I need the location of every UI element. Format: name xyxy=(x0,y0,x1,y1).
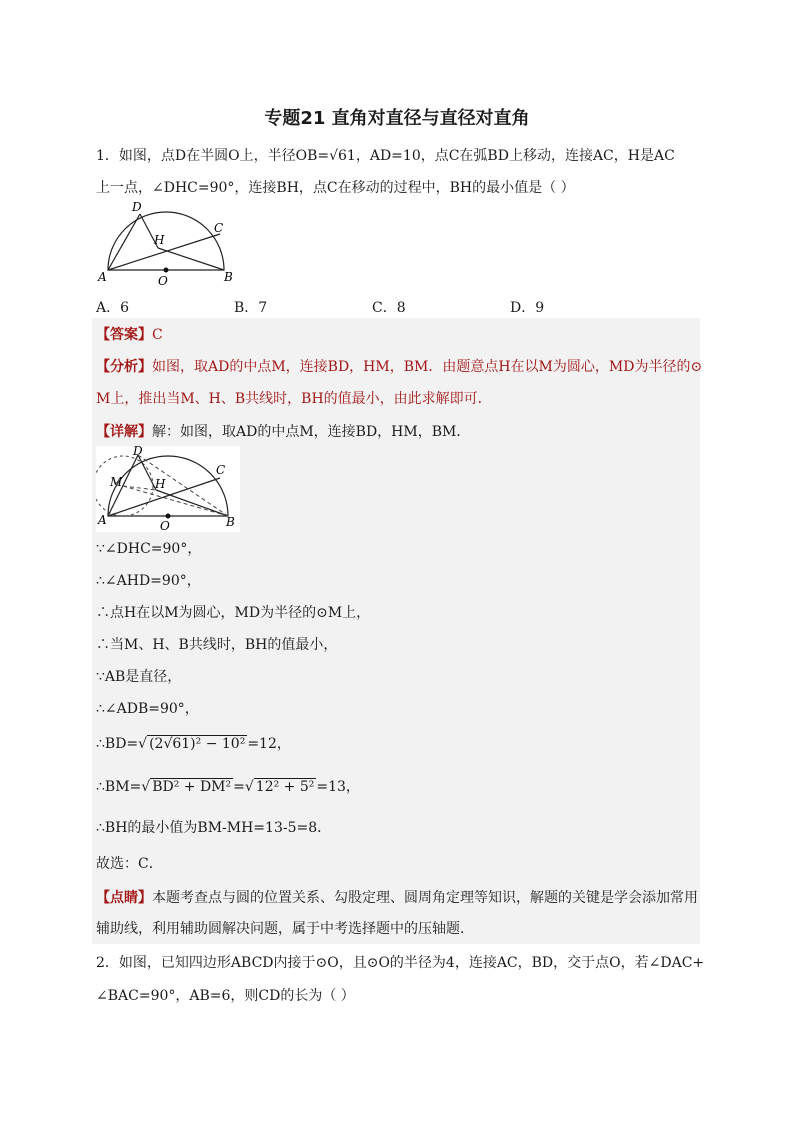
bd-radical: (2√61)² − 10² xyxy=(149,736,246,752)
fig1-label-c: C xyxy=(214,221,224,235)
step-4: ∴当M、H、B共线时，BH的值最小， xyxy=(96,637,338,653)
solution-block xyxy=(92,318,703,944)
page-title: 专题21 直角对直径与直径对直角 xyxy=(264,108,530,129)
fig2-label-m: M xyxy=(110,475,123,489)
q2-line-1: 2．如图，已知四边形ABCD内接于⊙O，且⊙O的半径为4，连接AC，BD，交于点O，若∠DAC+ xyxy=(96,955,705,971)
step-2: ∴∠AHD=90°， xyxy=(96,573,201,589)
choose-line: 故选：C． xyxy=(96,856,163,872)
answer-tag: 【答案】 xyxy=(96,327,152,343)
bm-radical-2: 12² + 5² xyxy=(255,779,315,795)
detail-intro: 解：如图，取AD的中点M，连接BD，HM，BM． xyxy=(152,424,471,440)
fig2-label-b: B xyxy=(226,515,235,529)
q1-line-2: 上一点，∠DHC=90°，连接BH，点C在移动的过程中，BH的最小值是（ ） xyxy=(96,180,575,196)
comment-line-2: 辅助线，利用辅助圆解决问题，属于中考选择题中的压轴题． xyxy=(96,921,474,937)
bd-formula: ∴BD=√ (2√61)² − 10² =12， xyxy=(96,736,291,752)
step-1: ∵∠DHC=90°， xyxy=(96,541,202,557)
fig1-label-a: A xyxy=(98,270,107,284)
answer-line xyxy=(96,324,163,346)
fig1-label-h: H xyxy=(154,233,165,247)
analysis-line-2: M上，推出当M、H、B共线时，BH的值最小，由此求解即可． xyxy=(96,391,492,407)
step-6: ∴∠ADB=90°， xyxy=(96,701,199,717)
fig1-label-d: D xyxy=(132,200,142,214)
analysis-line-1 xyxy=(96,356,702,378)
bm-formula: ∴BM=√ BD² + DM² =√ 12² + 5² =13， xyxy=(96,779,360,795)
fig2-label-d: D xyxy=(133,446,143,458)
step-3: ∴点H在以M为圆心，MD为半径的⊙M上， xyxy=(96,605,371,621)
analysis-tag: 【分析】 xyxy=(96,359,152,375)
q1-figure xyxy=(96,198,241,290)
option-d: D．9 xyxy=(510,300,545,316)
q1-line-1: 1．如图，点D在半圆O上，半径OB=√61，AD=10，点C在弧BD上移动，连接AC，H是AC xyxy=(96,148,675,164)
comment-line-1 xyxy=(96,887,698,909)
solution-figure xyxy=(96,446,240,532)
bm-mid: = xyxy=(233,779,245,795)
option-b: B．7 xyxy=(234,300,268,316)
bm-right: =13， xyxy=(316,779,360,795)
bh-result: ∴BH的最小值为BM-MH=13-5=8． xyxy=(96,820,332,836)
answer-value: C xyxy=(152,327,163,343)
fig2-label-c: C xyxy=(216,463,226,477)
fig1-label-o: O xyxy=(158,274,168,288)
option-a: A．6 xyxy=(96,300,130,316)
bm-left: ∴BM= xyxy=(96,779,142,795)
fig2-label-h: H xyxy=(155,477,166,491)
analysis-text-1: 如图，取AD的中点M，连接BD，HM，BM．由题意点H在以M为圆心，MD为半径的⊙ xyxy=(152,359,703,375)
fig2-label-o: O xyxy=(160,519,170,532)
detail-tag: 【详解】 xyxy=(96,424,152,440)
fig2-label-a: A xyxy=(98,513,107,527)
q2-line-2: ∠BAC=90°，AB=6，则CD的长为（ ） xyxy=(96,988,355,1004)
comment-tag: 【点睛】 xyxy=(96,890,152,906)
step-5: ∵AB是直径， xyxy=(96,669,182,685)
fig1-label-b: B xyxy=(224,270,233,284)
comment-text-1: 本题考查点与圆的位置关系、勾股定理、圆周角定理等知识，解题的关键是学会添加常用 xyxy=(152,890,698,906)
option-c: C．8 xyxy=(372,300,406,316)
bd-right: =12， xyxy=(247,736,291,752)
bd-left: ∴BD= xyxy=(96,736,139,752)
bm-radical-1: BD² + DM² xyxy=(152,779,232,795)
detail-line xyxy=(96,421,470,443)
